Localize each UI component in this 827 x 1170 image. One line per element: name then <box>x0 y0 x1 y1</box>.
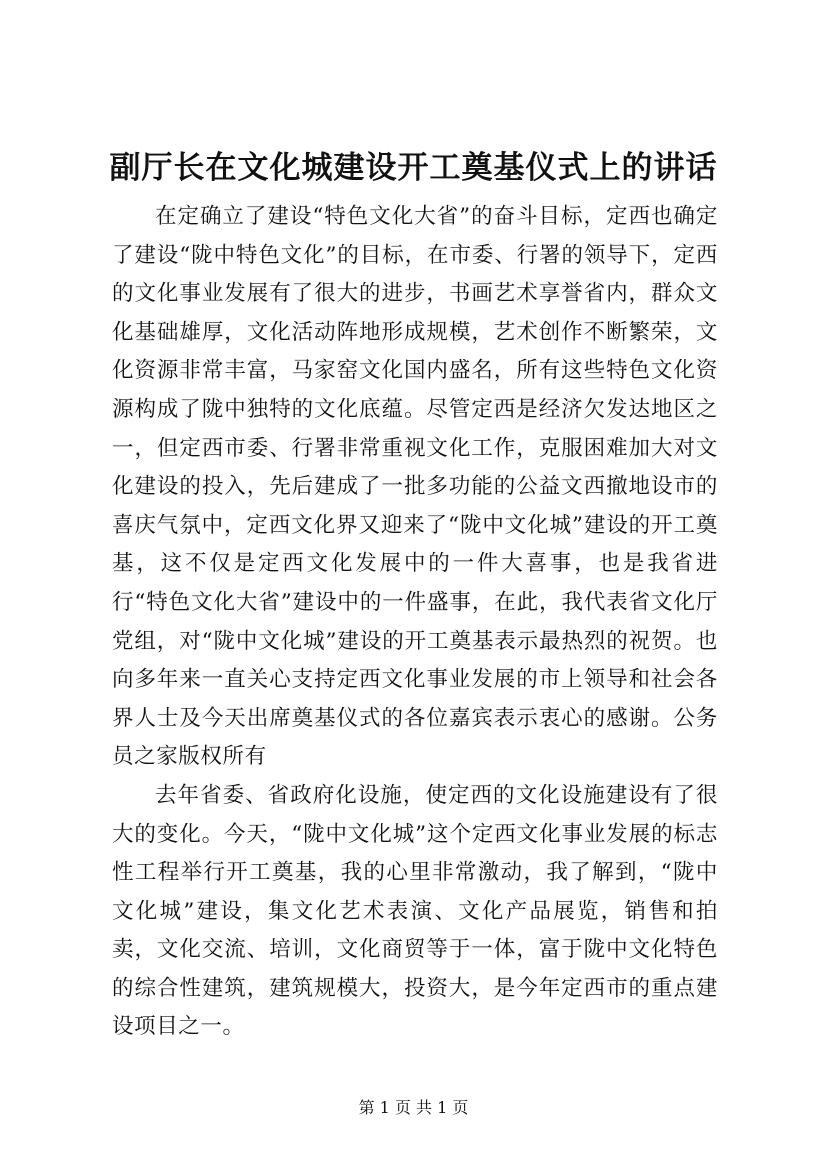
document-title: 副厅长在文化城建设开工奠基仪式上的讲话 <box>109 150 718 186</box>
document-body <box>112 198 718 1047</box>
paragraph-1: 在定确立了建设“特色文化大省”的奋斗目标，定西也确定了建设“陇中特色文化”的目标，在市委、行署的领导下，定西的文化事业发展有了很大的进步，书画艺术享誉省内，群众文化基础雄厚，文化活动阵地形成规模，艺术创作不断繁荣，文化资源非常丰富，马家窑文化国内盛名，所有这些特色文化资源构成了陇中独特的文化底蕴。尽管定西是经济欠发达地区之一，但定西市委、行署非常重视文化工作，克服困难加大对文化建设的投入，先后建成了一批多功能的公益文西撤地设市的喜庆气氛中，定西文化界又迎来了“陇中文化城”建设的开工奠基，这不仅是定西文化发展中的一件大喜事，也是我省进行“特色文化大省”建设中的一件盛事，在此，我代表省文化厅党组，对“陇中文化城”建设的开工奠基表示最热烈的祝贺。也向多年来一直关心支持定西文化事业发展的市上领导和社会各界人士及今天出席奠基仪式的各位嘉宾表示衷心的感谢。公务员之家版权所有 <box>112 204 718 770</box>
paragraph-2: 去年省委、省政府化设施，使定西的文化设施建设有了很大的变化。今天，“陇中文化城”这个定西文化事业发展的标志性工程举行开工奠基，我的心里非常激动，我了解到，“陇中文化城”建设，集文化艺术表演、文化产品展览，销售和拍卖，文化交流、培训，文化商贸等于一体，富于陇中文化特色的综合性建筑，建筑规模大，投资大，是今年定西市的重点建设项目之一。 <box>112 782 718 1040</box>
page-footer: 第 1 页 共 1 页 <box>358 1098 469 1117</box>
